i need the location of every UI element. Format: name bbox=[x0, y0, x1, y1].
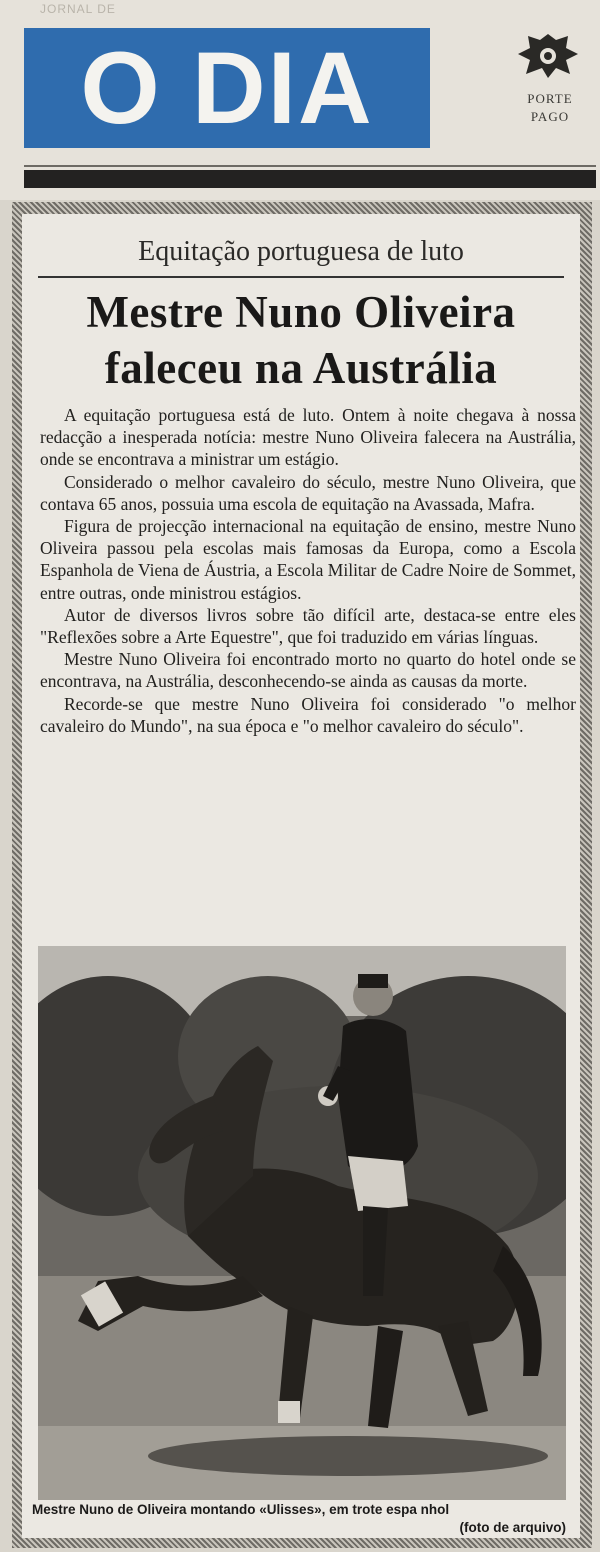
newspaper-logo bbox=[24, 28, 430, 148]
masthead-thin-rule bbox=[24, 165, 596, 167]
photo-caption: Mestre Nuno de Oliveira montando «Ulisses», em trote espa nhol bbox=[32, 1502, 450, 1517]
postal-emblem-icon bbox=[516, 30, 580, 80]
masthead bbox=[0, 0, 600, 200]
headline-line-2: faleceu na Austrália bbox=[104, 343, 498, 393]
porte-line-1: PORTE bbox=[527, 91, 573, 106]
paragraph: Mestre Nuno Oliveira foi encontrado morto no quarto do hotel onde se encontrava, na Austrália, desconhecendo-se ainda as causas da morte. bbox=[40, 649, 576, 692]
masthead-thick-rule bbox=[24, 170, 596, 188]
headline-line-1: Mestre Nuno Oliveira bbox=[86, 287, 516, 337]
porte-line-2: PAGO bbox=[530, 109, 570, 124]
paragraph: Figura de projecção internacional na equitação de ensino, mestre Nuno Oliveira passou pela escolas mais famosas da Europa, como a Escola Espanhola de Viena de Áustria, a Escola Militar de Cadre Noire de Sommet, entre outras, onde ministrou estágios. bbox=[40, 516, 576, 603]
article-headline bbox=[22, 284, 580, 396]
kicker-rule bbox=[38, 276, 564, 278]
paragraph: A equitação portuguesa está de luto. Ontem à noite chegava à nossa redacção a inesperada notícia: mestre Nuno Oliveira falecera na Austrália, onde se encontrava a ministrar um estágio. bbox=[40, 405, 576, 470]
paragraph: Considerado o melhor cavaleiro do século, mestre Nuno Oliveira, que contava 65 anos, possuia uma escola de equitação na Avassada, Mafra. bbox=[40, 471, 576, 514]
porte-pago-stamp bbox=[500, 90, 600, 126]
rider-photo bbox=[38, 946, 566, 1500]
article-body bbox=[40, 404, 576, 737]
newspaper-logo-text: O DIA bbox=[80, 31, 374, 145]
article bbox=[22, 214, 580, 1538]
rider-photo-illustration bbox=[38, 946, 566, 1500]
photo-credit: (foto de arquivo) bbox=[459, 1520, 566, 1535]
paragraph: Autor de diversos livros sobre tão difícil arte, destaca-se entre eles "Reflexões sobre a Arte Equestre", que foi traduzido em várias línguas. bbox=[40, 604, 576, 648]
article-kicker: Equitação portuguesa de luto bbox=[138, 236, 464, 267]
paragraph: Recorde-se que mestre Nuno Oliveira foi considerado "o melhor cavaleiro do Mundo", na sua época e "o melhor cavaleiro do século". bbox=[40, 693, 576, 736]
masthead-faint-label: JORNAL DE bbox=[40, 2, 116, 16]
